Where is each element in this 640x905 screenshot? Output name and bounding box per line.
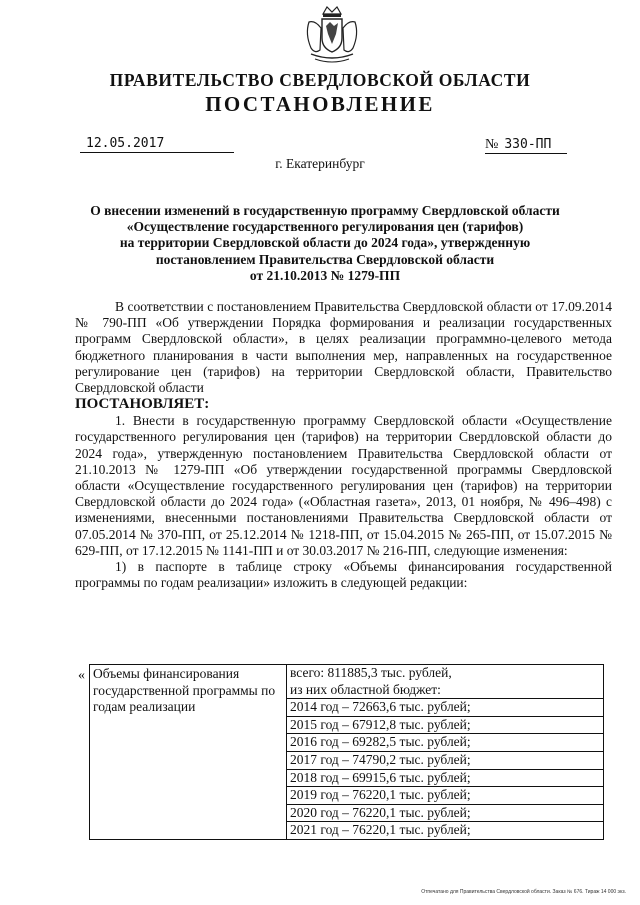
table-right-cell [287,665,604,840]
heading-line: О внесении изменений в государственную программу Свердловской области [90,203,560,218]
year-line: 2016 год – 69282,5 тыс. рублей; [287,734,603,752]
resolve-keyword: ПОСТАНОВЛЯЕТ: [75,396,210,413]
year-line: 2014 год – 72663,6 тыс. рублей; [287,699,603,717]
coat-of-arms-icon [303,4,361,66]
year-line: 2019 год – 76220,1 тыс. рублей; [287,787,603,805]
print-footer: Отпечатано для Правительства Свердловской области. Заказ № 676. Тираж 14 000 экз. [421,889,626,895]
number-sign: № [485,137,499,152]
heading-line: постановлением Правительства Свердловской области [155,251,495,267]
regional-line: из них областной бюджет: [287,682,603,700]
total-line: всего: 811885,3 тыс. рублей, [290,665,452,680]
city: г. Екатеринбург [275,156,365,171]
government-title: ПРАВИТЕЛЬСТВО СВЕРДЛОВСКОЙ ОБЛАСТИ [109,70,531,90]
year-line: 2020 год – 76220,1 тыс. рублей; [287,805,603,823]
year-line: 2021 год – 76220,1 тыс. рублей; [290,822,471,838]
year-line: 2018 год – 69915,6 тыс. рублей; [287,770,603,788]
heading-line: «Осуществление государственного регулирования цен (тарифов) [126,219,524,235]
year-line: 2015 год – 67912,8 тыс. рублей; [287,717,603,735]
table-left-cell: Объемы финансирования государственной программы по годам реализации [90,665,287,840]
preamble-paragraph: В соответствии с постановлением Правительства Свердловской области от 17.09.2014 № 790-ПП «Об утверждении Порядка формирования и реализации государственных программ Свердловской области», в целях реализации программно-целевого метода бюджетного планирования в части выполнения мер, направленных на государственное регулирование цен (тарифов) на территории Свердловской области, Правительство Свердловской области [75,299,612,396]
item-1-1-paragraph: 1) в паспорте в таблице строку «Объемы финансирования государственной программы по годам реализации» изложить в следующей редакции: [75,559,612,591]
document-date: 12.05.2017 [80,136,234,153]
table-row [90,665,604,840]
document-heading [70,203,580,284]
year-line: 2017 год – 74790,2 тыс. рублей; [287,752,603,770]
item-1-paragraph: 1. Внести в государственную программу Свердловской области «Осуществление государственного регулирования цен (тарифов) на территории Свердловской области до 2024 года», утвержденную постановлением Правительства Свердловской области от 21.10.2013 № 1279-ПП «Об утверждении государственной программы Свердловской области «Осуществление государственного регулирования цен (тарифов) на территории Свердловской области до 2024 года» («Областная газета», 2013, 01 ноября, № 496–498) с изменениями, внесенными постановлениями Правительства Свердловской области от 07.05.2014 № 370-ПП, от 25.12.2014 № 1218-ПП, от 15.04.2015 № 265-ПП, от 15.07.2015 № 629-ПП, от 17.12.2015 № 1141-ПП и от 30.03.2017 № 216-ПП, следующие изменения: [75,413,612,558]
document-number [485,136,567,154]
number-value: 330-ПП [504,137,552,152]
document-type: ПОСТАНОВЛЕНИЕ [205,92,435,116]
open-quote: « [78,668,85,683]
heading-line: на территории Свердловской области до 2024 года», утвержденную [119,235,531,251]
heading-line: от 21.10.2013 № 1279-ПП [249,267,401,283]
document-body [75,299,612,591]
financing-table [89,664,604,840]
